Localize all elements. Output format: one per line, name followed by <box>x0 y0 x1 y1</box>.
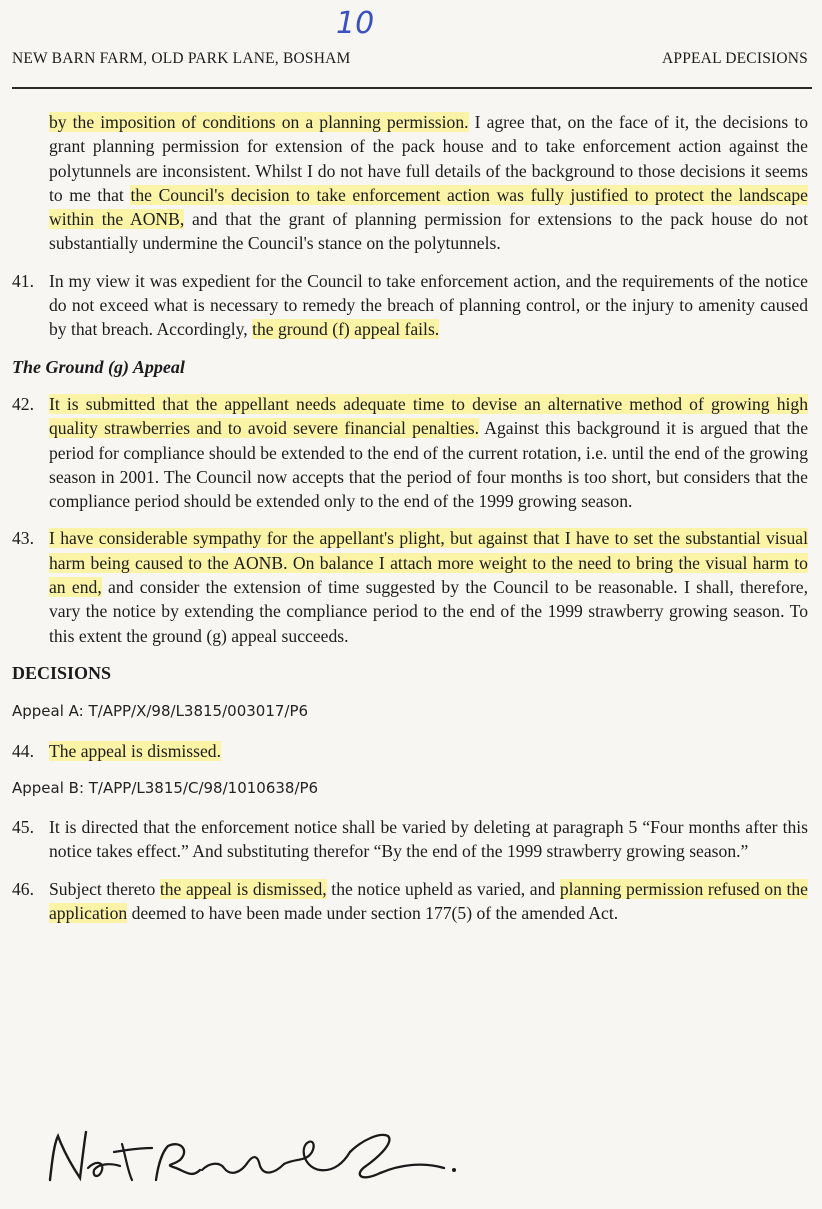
paragraph-text <box>49 392 808 513</box>
header-site-address: NEW BARN FARM, OLD PARK LANE, BOSHAM <box>12 50 351 67</box>
header-document-type: APPEAL DECISIONS <box>661 50 808 67</box>
highlighted-text: On balance I attach more weight to the need to bring the visual harm to an end, <box>49 552 808 598</box>
handwritten-page-number: 10 <box>336 6 375 41</box>
paragraph-number: 43. <box>12 528 34 549</box>
appeal-a-reference: Appeal A: T/APP/X/98/L3815/003017/P6 <box>12 702 309 721</box>
body-text: In my view it was expedient for the Council to take enforcement action, and the requirements of the notice do not exceed what is necessary to remedy the breach of planning control, or the injury to amenity caused by that breach. Accordingly, <box>49 270 808 340</box>
header-divider <box>12 87 812 89</box>
paragraph-40-continuation <box>12 110 808 256</box>
paragraph-text <box>49 739 808 763</box>
body-text: the notice upheld as varied, and <box>326 878 560 899</box>
paragraph-text <box>49 526 808 647</box>
highlighted-text: the ground (f) appeal fails. <box>252 319 440 340</box>
paragraph-45 <box>12 815 808 864</box>
appeal-b-reference: Appeal B: T/APP/L3815/C/98/1010638/P6 <box>12 778 319 797</box>
paragraph-text <box>49 815 808 864</box>
highlighted-text: I have considerable sympathy for the appellant's plight, but against that I have to set the substantial visual harm being caused to the AONB. <box>49 528 808 573</box>
body-text: Against this background it is argued that the period for compliance should be extended to the end of the current rotation, i.e. until the end of the growing season in 2001. The Council now accepts that the period of four months is too short, but considers that the compliance period should be extended only to the end of the 1999 growing season. <box>49 418 808 512</box>
highlighted-text: The appeal is dismissed. <box>49 740 221 761</box>
highlighted-text: It is submitted that the appellant needs adequate time to devise an alternative method of growing high quality strawberries and to avoid severe financial penalties. <box>49 393 808 439</box>
body-text: It is directed that the enforcement notice shall be varied by deleting at paragraph 5 “Four months after this notice takes effect.” And substituting therefor “By the end of the 1999 strawberry growing season.” <box>49 817 808 862</box>
document-body <box>12 110 808 938</box>
inspector-signature <box>44 1122 464 1192</box>
body-text: and that the grant of planning permission for extensions to the pack house do not substantially undermine the Council's stance on the polytunnels. <box>49 209 808 254</box>
body-text: I agree that, on the face of it, the decisions to grant planning permission for extension of the pack house and to take enforcement action against the polytunnels are inconsistent. Whilst I do not have full details of the background to those decisions it seems to me that <box>49 112 809 205</box>
body-text: deemed to have been made under section 177(5) of the amended Act. <box>127 903 619 924</box>
decisions-heading: DECISIONS <box>12 662 112 683</box>
paragraph-text <box>49 269 808 342</box>
paragraph-46 <box>12 877 808 926</box>
body-text: and consider the extension of time suggested by the Council to be reasonable. I shall, therefore, vary the notice by extending the compliance period to the end of the 1999 strawberry growing season. To this extent the ground (g) appeal succeeds. <box>49 577 808 646</box>
paragraph-number: 46. <box>12 878 34 899</box>
highlighted-text: the appeal is dismissed, <box>159 878 327 899</box>
paragraph-number: 44. <box>12 740 34 761</box>
highlighted-text: planning permission refused on the application <box>49 878 808 924</box>
running-header <box>12 50 808 68</box>
ground-g-heading: The Ground (g) Appeal <box>12 356 185 377</box>
paragraph-text <box>49 877 808 926</box>
paragraph-number: 41. <box>12 270 34 291</box>
paragraph-42 <box>12 392 808 513</box>
paragraph-number: 42. <box>12 393 34 414</box>
paragraph-43 <box>12 526 808 647</box>
body-text: Subject thereto <box>49 878 160 899</box>
paragraph-number: 45. <box>12 817 34 838</box>
highlighted-text: by the imposition of conditions on a planning permission. <box>49 112 469 132</box>
highlighted-text: the Council's decision to take enforcement action was fully justified to protect the landscape within the AONB, <box>49 184 808 230</box>
paragraph-44 <box>12 739 808 763</box>
paragraph-41 <box>12 269 808 342</box>
